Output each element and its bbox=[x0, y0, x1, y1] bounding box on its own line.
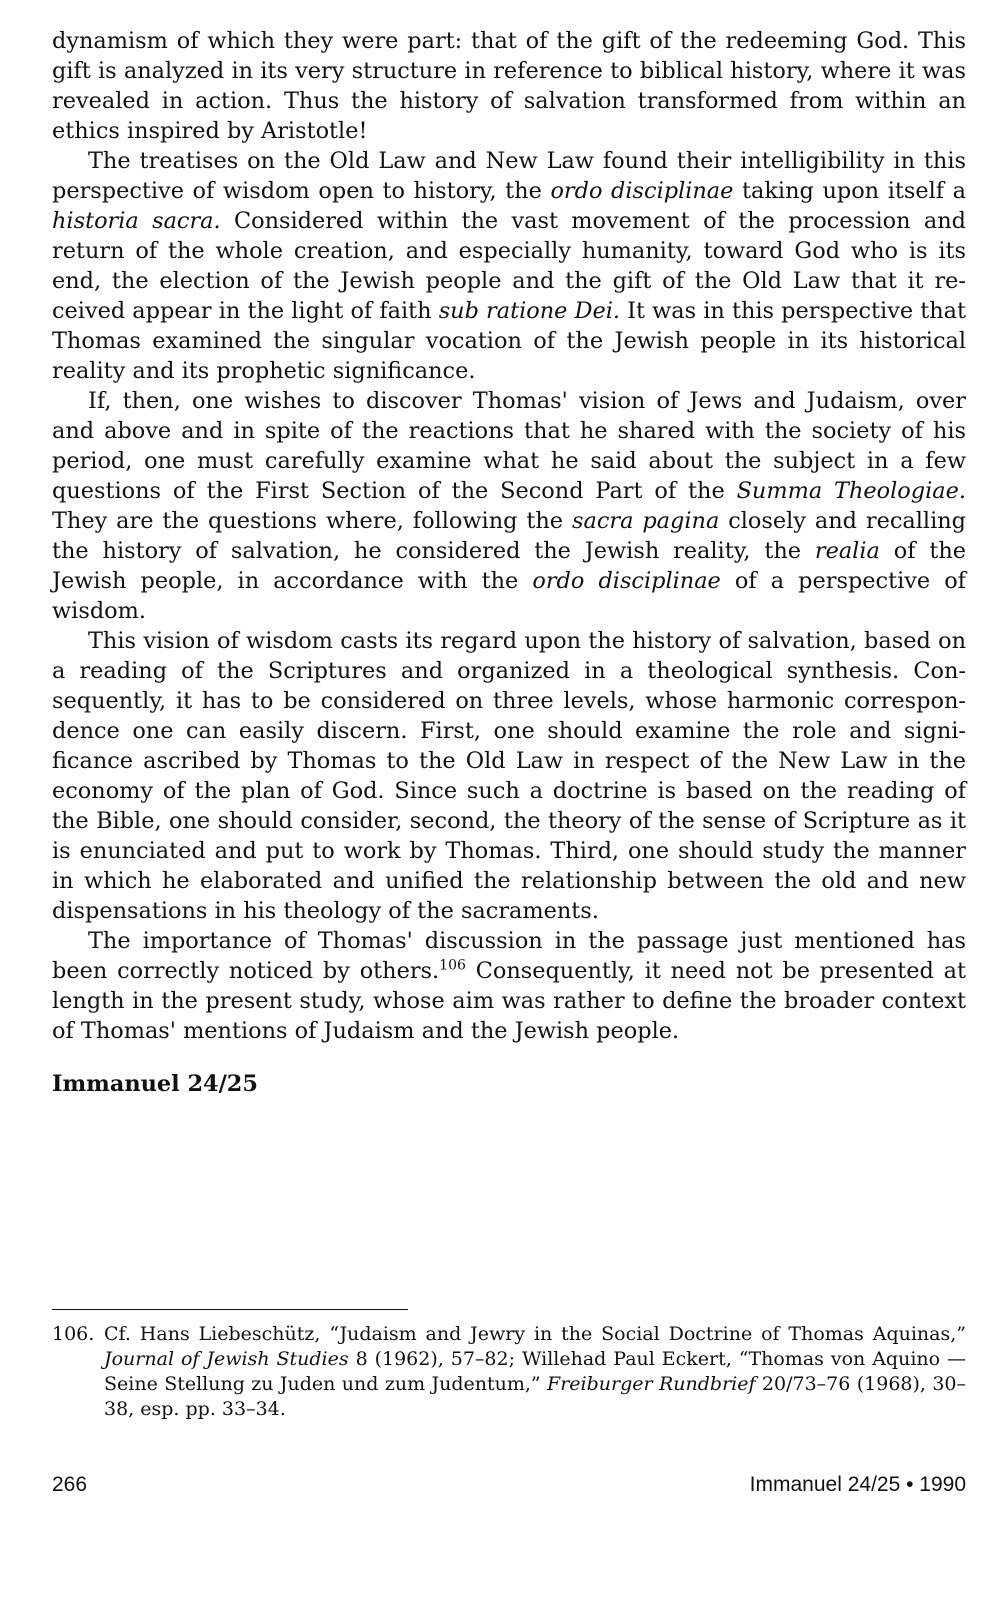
text-run: 8 (1962), 57–82; Willehad Paul Eckert, “Thomas von Aquino — Seine Stellung zu Juden und zum Judentum,” bbox=[104, 1348, 967, 1395]
footnote-106 bbox=[52, 1322, 966, 1422]
footnote-reference: 106 bbox=[439, 957, 466, 974]
paragraph-2 bbox=[52, 146, 966, 386]
page-number: 266 bbox=[52, 1473, 88, 1496]
text-run: This vision of wisdom casts its regard upon the history of salvation, based on a reading of the Scriptures and organized in a theological synthesis. Consequently, it has to be considered on three levels, whose harmonic correspondence one can easily discern. First, one should examine the role and significance ascribed by Thomas to the Old Law in respect of the New Law in the economy of the plan of God. Since such a doctrine is based on the reading of the Bible, one should consider, second, the theory of the sense of Scripture as it is enunciated and put to work by Thomas. Third, one should study the manner in which he elaborated and unified the relationship between the old and new dispensations in his theology of the sacraments. bbox=[52, 628, 966, 924]
text-run: The treatises on the Old Law and New Law found their intelligibility in this perspective of wisdom open to history, the bbox=[52, 148, 966, 204]
italic-phrase: Journal of Jewish Studies bbox=[104, 1348, 349, 1370]
text-run: The importance of Thomas' discussion in the passage just mentioned has been correctly noticed by others. bbox=[52, 928, 966, 984]
text-run: of a perspective of wisdom. bbox=[52, 568, 966, 624]
text-run: taking upon itself a bbox=[733, 178, 966, 204]
text-run: Cf. Hans Liebeschütz, “Judaism and Jewry in the Social Doctrine of Thomas Aquinas,” bbox=[104, 1323, 966, 1345]
journal-footer: Immanuel 24/25 • 1990 bbox=[749, 1473, 966, 1496]
main-text bbox=[52, 26, 966, 1046]
italic-phrase: Freiburger Rundbrief bbox=[547, 1373, 756, 1395]
text-run: closely and recalling the history of salvation, he considered the Jewish reality, the bbox=[52, 508, 966, 564]
text-run: 20/73–76 (1968), 30–38, esp. pp. 33–34. bbox=[104, 1373, 967, 1420]
footnote-body bbox=[104, 1323, 966, 1420]
italic-phrase: realia bbox=[814, 538, 880, 564]
footnote-number: 106. bbox=[52, 1323, 95, 1345]
italic-phrase: historia sacra. bbox=[52, 208, 221, 234]
text-run: Considered within the vast movement of the procession and return of the whole creation, and especially humanity, toward God who is its end, the election of the Jewish people and the gift of the Old Law that it received appear in the light of faith bbox=[52, 208, 966, 324]
text-run: It was in this perspective that Thomas examined the singular vocation of the Jewish people in its historical reality and its prophetic significance. bbox=[52, 298, 966, 384]
italic-phrase: ordo disciplinae bbox=[550, 178, 734, 204]
paragraph-1 bbox=[52, 26, 966, 146]
italic-phrase: Summa Theologiae. bbox=[736, 478, 966, 504]
paragraph-5 bbox=[52, 926, 966, 1046]
paragraph-3 bbox=[52, 386, 966, 626]
footnote-text bbox=[52, 1322, 966, 1422]
italic-phrase: ordo disciplinae bbox=[532, 568, 721, 594]
text-run: Consequently, it need not be presented at length in the present study, whose aim was rather to define the broader context of Thomas' mentions of Judaism and the Jewish people. bbox=[52, 958, 966, 1044]
paragraph-4 bbox=[52, 626, 966, 926]
text-run: dynamism of which they were part: that of the gift of the redeeming God. This gift is analyzed in its very structure in reference to biblical history, where it was revealed in action. Thus the history of salvation transformed from within an ethics inspired by Aristotle! bbox=[52, 28, 966, 144]
italic-phrase: sacra pagina bbox=[571, 508, 720, 534]
text-run: They are the questions where, following the bbox=[52, 508, 572, 534]
text-run: If, then, one wishes to discover Thomas' vision of Jews and Judaism, over and above and in spite of the reactions that he shared with the society of his period, one must carefully examine what he said about the subject in a few questions of the First Section of the Second Part of the bbox=[52, 388, 966, 504]
footnote-divider bbox=[52, 1309, 408, 1310]
italic-phrase: sub ratione Dei. bbox=[438, 298, 621, 324]
section-signature: Immanuel 24/25 bbox=[52, 1071, 258, 1097]
text-run: of the Jewish people, in accordance with the bbox=[52, 538, 966, 594]
